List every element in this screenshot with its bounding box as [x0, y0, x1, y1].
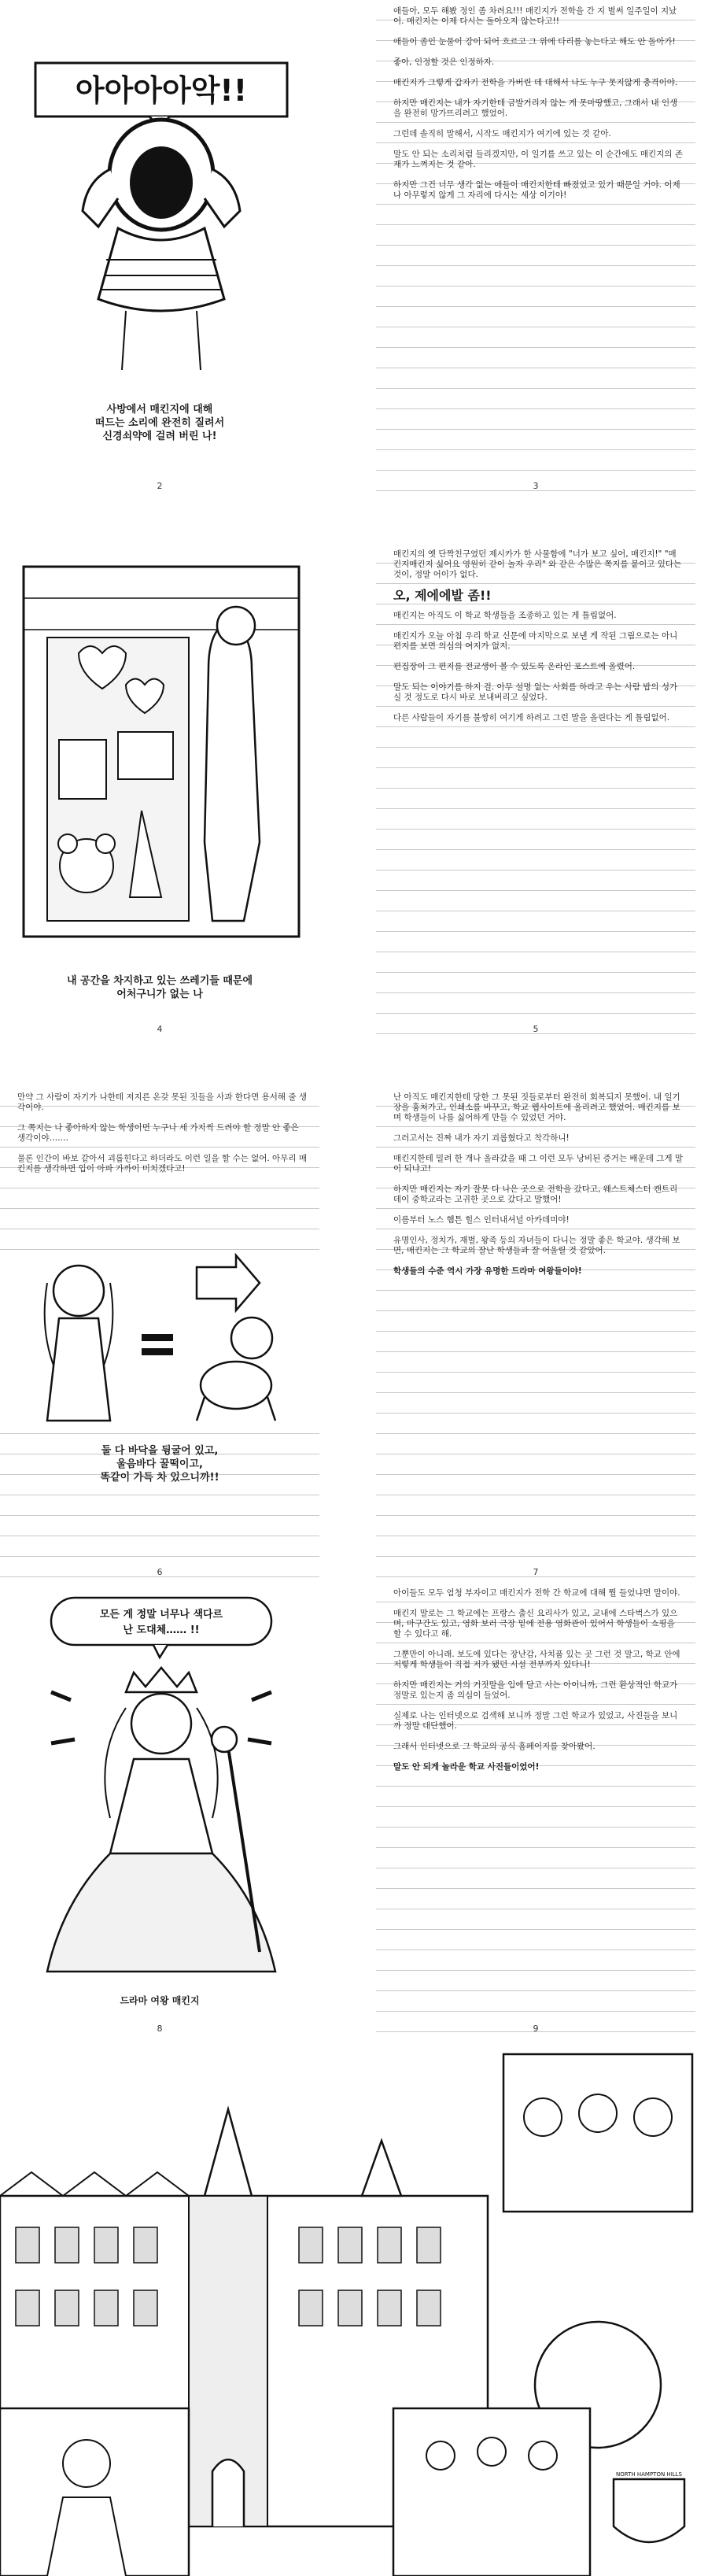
- paragraph: 매킨지 말로는 그 학교에는 프랑스 출신 요리사가 있고, 교내에 스타벅스가 있으며, 마구간도 있고, 영화 보러 극장 밑에 전용 영화관이 있어서 학생들이 쇼핑을 할 수 있다고 해.: [393, 1609, 678, 1639]
- caption-line: 둘 다 바닥을 뒹굴어 있고,: [101, 1445, 219, 1457]
- paragraph: 하지만 매킨지는 거의 거짓말을 입에 달고 사는 아이니까, 그런 환상적인 학교가 정말로 있는지 좀 의심이 들었어.: [393, 1680, 678, 1700]
- paragraph: 학생들의 수준 역시 가장 유명한 드라마 여왕들이야!: [393, 1266, 582, 1276]
- page-number: 6: [157, 1567, 163, 1577]
- caption-line: 어처구니가 없는 나: [116, 989, 203, 1000]
- page-3-text: [393, 6, 683, 211]
- page-2: [0, 0, 319, 496]
- speech-line: 난 도대체…… !!: [123, 1624, 200, 1636]
- paragraph: 매킨지의 옛 단짝친구였던 제시카가 한 사물함에 "너가 보고 싶어, 매킨지!" "매킨지매킨지 싫어요 영원히 같이 놀자 우리" 와 같은 수많은 쪽지를 붙이고 있다는 것이, 정말 어이가 없다.: [393, 549, 682, 579]
- paragraph: 말도 되는 이야기를 하지 걸. 아무 설명 없는 사회를 하라고 우는 사람 밥의 성가실 것 정도로 다시 바로 보내버리고 싶었다.: [393, 682, 678, 702]
- page-number: 7: [533, 1567, 539, 1577]
- page-2-caption: [31, 403, 288, 443]
- drama-queen-illustration: [0, 1582, 319, 1991]
- page-5-text: [393, 549, 683, 734]
- page-3: [376, 0, 695, 496]
- paragraph: 하지만 그건 너무 생각 없는 애들이 매킨지한테 빠졌었고 있기 때문일 거야. 이제 나 아무렇지 않게 그 자리에 다시는 세상 이기야!: [393, 180, 680, 200]
- paragraph: 매킨지는 아직도 이 학교 학생들을 조종하고 있는 게 틀림없어.: [393, 611, 617, 620]
- paragraph: 다른 사람들이 자기를 불쌍히 여기게 하려고 그런 말을 올린다는 게 틀림없어.: [393, 713, 670, 723]
- caption-line: 사방에서 매킨지에 대해: [106, 404, 213, 416]
- paragraph: 난 아직도 매킨지한테 당한 그 못된 짓들로부터 완전히 회복되지 못했어. 내 일기장을 훔쳐가고, 인쇄소를 바꾸고, 학교 웹사이트에 올리려고 했었어. 매킨지를 보며 학생들이 나를 싫어하게 만들 수 있었던 거야.: [393, 1092, 680, 1122]
- paragraph: 그래서 인터넷으로 그 학교의 공식 홈페이지를 찾아봤어.: [393, 1742, 596, 1751]
- paragraph: 유명인사, 정치가, 재벌, 왕족 등의 자녀들이 다니는 정말 좋은 학교야. 생각해 보면, 매킨지는 그 학교의 잘난 학생들과 잘 어울릴 것 같았어.: [393, 1236, 680, 1255]
- paragraph: 그 쪽지는 나 좋아하지 않는 학생이면 누구나 세 가지씩 드려야 할 정말 안 좋은 생각이야…….: [17, 1123, 299, 1143]
- paragraph: 하지만 매킨지는 자기 잘못 다 나은 곳으로 전학을 갔다고, 웨스트체스터 캔트리 데이 중학교라는 고귀한 곳으로 갔다고 말했어!: [393, 1185, 678, 1204]
- page-number: 8: [157, 2023, 163, 2034]
- page-5: [376, 543, 695, 1039]
- paragraph: 실제로 나는 인터넷으로 검색해 보니까 정말 그런 학교가 있었고, 사진들을 보니까 정말 대단했어.: [393, 1711, 678, 1731]
- paragraph: 애들이 좀인 눈물이 강이 되어 흐르고 그 위에 다리를 놓는다고 해도 안 돌아가!: [393, 37, 676, 46]
- caption-line: 울음바다 꿀떡이고,: [116, 1458, 203, 1470]
- paragraph: 하지만 매킨지는 내가 자기한테 금발거리지 않는 게 못마땅했고, 그래서 내 인생을 완전히 망가뜨리려고 했었어.: [393, 98, 678, 118]
- scream-title: 아아아아악!!: [75, 73, 248, 108]
- page-6: [0, 1086, 319, 1582]
- page-4: [0, 543, 319, 1039]
- page-7-text: [393, 1092, 683, 1287]
- locker-illustration: [0, 551, 319, 960]
- page-8: [0, 1582, 319, 2038]
- paragraph: 물론 인간이 바보 같아서 괴롭힌다고 하더라도 이런 일을 할 수는 없어. 아무리 매킨지를 생각하면 입이 아파 가까이 미치겠다고!: [17, 1154, 307, 1173]
- page-number: 9: [533, 2023, 539, 2034]
- caption-line: 똑같이 가득 차 있으니까!!: [100, 1472, 219, 1484]
- paragraph: 말도 안 되게 놀라운 학교 사진들이었어!: [393, 1762, 540, 1772]
- paragraph: 그뿐만이 아니래. 보도에 있다는 장난감, 사치품 있는 곳 그런 것 말고, 학교 안에 저렇게 학생들이 직접 저가 됐던 시설 전부까지 있다니!: [393, 1650, 680, 1669]
- paragraph: 매킨지가 오늘 아침 우리 학교 신문에 마지막으로 보낸 게 작된 그림으로는 아니 편지를 보면 의심의 여지가 없지.: [393, 631, 678, 651]
- page-number: 4: [157, 1024, 163, 1034]
- paragraph: 그러고서는 진짜 내가 자기 괴롭혔다고 착각하니!: [393, 1133, 570, 1143]
- page-9: [376, 1582, 695, 2038]
- page-7: [376, 1086, 695, 1582]
- speech-line: 모든 게 정말 너무나 색다르: [99, 1609, 223, 1621]
- page-6-text: [17, 1092, 307, 1185]
- paragraph: 편집장이 그 편지를 전교생이 볼 수 있도록 온라인 포스트에 올렸어.: [393, 662, 636, 671]
- school-crest-label: NORTH HAMPTON HILLS: [616, 2471, 682, 2478]
- paragraph: 애들아, 모두 해봤 정인 좀 차려요!!! 매킨지가 전학을 간 지 벌써 일주일이 지났어. 매킨지는 이제 다시는 돌아오지 않는다고!!: [393, 6, 677, 26]
- page-8-caption: 드라마 여왕 매킨지: [120, 1995, 200, 2006]
- caption-line: 내 공간을 차지하고 있는 쓰레기들 때문에: [66, 975, 253, 987]
- school-building-illustration: [0, 2038, 708, 2576]
- page-9-text: [393, 1588, 683, 1783]
- exclamation: 오, 제에에발 좀!!: [393, 588, 492, 603]
- girl-equals-baby-illustration: [0, 1251, 319, 1432]
- paragraph: 그런데 솔직히 말해서, 시작도 매킨지가 여기에 있는 것 같아.: [393, 129, 611, 139]
- paragraph: 매킨지가 그렇게 갑자기 전학을 가버린 데 대해서 나도 누구 못지않게 충격이야.: [393, 78, 678, 87]
- school-spread: [0, 2038, 708, 2576]
- page-number: 2: [157, 481, 163, 491]
- page-number: 5: [533, 1024, 539, 1034]
- paragraph: 만약 그 사람이 자기가 나한테 저지른 온갖 못된 짓들을 사과 한다면 용서해 줄 생각이야.: [17, 1092, 307, 1112]
- paragraph: 말도 안 되는 소리처럼 들리겠지만, 이 일기를 쓰고 있는 이 순간에도 매킨지의 존재가 느껴지는 것 같아.: [393, 150, 683, 169]
- page-number: 3: [533, 481, 539, 491]
- cartoon-scream-illustration: [0, 0, 319, 472]
- paragraph: 이름부터 노스 햄튼 힐스 인터내셔널 아카데미야!: [393, 1215, 570, 1225]
- page-6-caption: [31, 1444, 288, 1484]
- page-4-caption: [31, 974, 288, 1001]
- paragraph: 아이들도 모두 엄청 부자이고 매킨지가 전학 간 학교에 대해 뭘 들었냐면 말이야.: [393, 1588, 680, 1598]
- caption-line: 신경쇠약에 걸려 버린 나!: [102, 431, 217, 442]
- paragraph: 좋아, 인정할 것은 인정하자.: [393, 57, 495, 67]
- caption-line: 떠드는 소리에 완전히 질려서: [94, 417, 225, 429]
- paragraph: 매킨지한테 밀려 한 개나 올라갔을 때 그 이런 모두 낭비된 증거는 배운데 그게 말이 되냐고!: [393, 1154, 683, 1173]
